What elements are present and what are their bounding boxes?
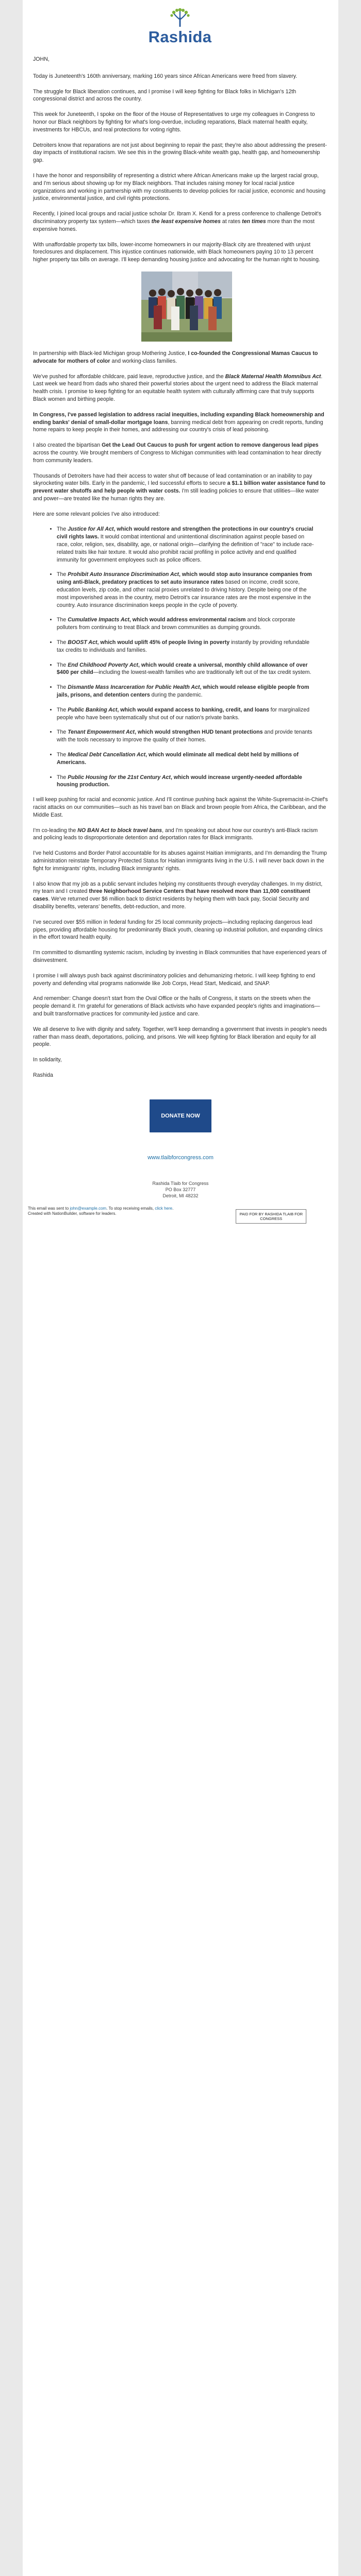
email-header (23, 0, 338, 50)
paragraph: I will keep pushing for racial and economic justice. And I'll continue pushing back against the White-Supremacist-in-Chief's racist attacks on our communities—such as his travel ban on Black and brown people from Africa, the Caribbean, and the Middle East. (33, 796, 328, 818)
list-item: • The BOOST Act, which would uplift 45% of people living in poverty instantly by providing refundable tax credits to individuals and families. (57, 639, 328, 654)
list-item: • The End Childhood Poverty Act, which would create a universal, monthly child allowance of over $400 per child—including the lowest-wealth families who are traditionally left out of the tax credit system. (57, 662, 328, 677)
paragraph: I have the honor and responsibility of representing a district where African Americans make up the largest racial group, and I'm serious about showing up for my Black neighbors. That includes raising money for local racial justice organizations and working in partnership with my constituents to develop policies for racial justice, economic and housing justice, environmental justice, and civil rights protections. (33, 172, 326, 202)
paid-for-box: PAID FOR BY RASHIDA TLAIB FOR CONGRESS (236, 1209, 306, 1224)
list-item: • The Prohibit Auto Insurance Discrimination Act, which would stop auto insurance companies from using anti-Black, predatory practices to set auto insurance rates based on income, credit score, education levels, zip code, and other racial proxies unrelated to driving history. Despite being one of the most impoverished areas in the country, metro Detroit's car insurance rates are the most expensive in the country. Auto insurance discrimination keeps people in the cycle of poverty. (57, 571, 328, 609)
list-item: • The Medical Debt Cancellation Act, which would eliminate all medical debt held by millions of Americans. (57, 751, 328, 767)
paragraph: With unaffordable property tax bills, lower-income homeowners in our majority-Black city are threatened with unjust foreclosures and displacement. This injustice continues nationwide, with Black homeowners paying 10 to 13 percent higher property tax bills on average. I'll keep demanding housing justice and advocating for the human right to housing. (33, 241, 320, 263)
footer-city: Detroit, MI 48232 (162, 1193, 199, 1198)
unsubscribe-link[interactable]: click here (155, 1206, 173, 1211)
email-content (23, 50, 338, 1199)
paragraph: I also know that my job as a public servant includes helping my constituents through everyday challenges. In my district, my team and I created three Neighborhood Service Centers that have resolved more than 11,000 constituent cases. We've returned over $6 million back to district residents by helping them with back pay, Social Security and disability benefits, veterans' benefits, debt-reduction, and more. (33, 880, 323, 910)
closing: In solidarity, (33, 1057, 62, 1063)
paragraph: And remember: Change doesn't start from the Oval Office or the halls of Congress, it starts on the streets when the people demand it. I'm grateful for generations of Black activists who have expanded people's rights and imaginations—and built transformative practices for community-led justice and care. (33, 995, 320, 1017)
paragraph: I also created the bipartisan Get the Lead Out Caucus to push for urgent action to remove dangerous lead pipes across the country. We brought members of Congress to Michigan communities with lead contamination to hear directly from community leaders. (33, 442, 321, 464)
list-item: • The Public Banking Act, which would expand access to banking, credit, and loans for marginalized people who have been systematically shut out of our nation's private banks. (57, 706, 328, 722)
paragraph: I've secured over $55 million in federal funding for 25 local community projects—including replacing dangerous lead pipes, providing affordable housing for predominantly Black youth, cleaning up industrial pollution, and expanding clinics in the effort toward health equity. (33, 919, 323, 941)
group-photo-illustration (141, 272, 232, 342)
list-item: • The Dismantle Mass Incarceration for Public Health Act, which would release eligible people from jails, prisons, and detention centers during the pandemic. (57, 684, 328, 699)
donate-button[interactable]: DONATE NOW (150, 1099, 211, 1132)
paragraph: Thousands of Detroiters have had their access to water shut off because of lead contamination or an inability to pay skyrocketing water bills. Early in the pandemic, I led successful efforts to secure a $1.1 billion water assistance fund to prevent water shutoffs and help people with water costs. I'm still leading policies to ensure that utilities—like water and power—are treated like the human rights they are. (33, 472, 325, 502)
website-link[interactable]: www.tlaibforcongress.com (147, 1154, 214, 1161)
list-item: • The Tenant Empowerment Act, which would strengthen HUD tenant protections and provide tenants with the tools necessary to improve the quality of their homes. (57, 728, 328, 744)
list-item: • The Justice for All Act, which would restore and strengthen the protections in our country's crucial civil rights laws. It would combat intentional and unintentional discrimination against people based on race, color, religion, sex, disability, age, or national origin—clarifying the definition of "race" to include race-related traits like hair texture. It would also prohibit racial profiling in police activity and end qualified immunity for government employees such as police officers. (57, 526, 328, 564)
paragraph: We all deserve to live with dignity and safety. Together, we'll keep demanding a government that invests in people's needs rather than mass death, deportations, policing, and prisons. We will keep fighting for Black liberation and equity for all people. (33, 1026, 327, 1048)
logo-wordmark: Rashida (148, 28, 212, 46)
unsubscribe-notice (23, 1199, 338, 1221)
greeting: JOHN, (33, 56, 50, 62)
group-photo (141, 272, 232, 342)
recipient-email-link[interactable]: john@example.com (70, 1206, 107, 1211)
paragraph: Recently, I joined local groups and racial justice scholar Dr. Ibram X. Kendi for a press conference to challenge Detroit's discriminatory property tax system—which taxes the least expensive homes at rates ten times more than the most expensive homes. (33, 211, 321, 232)
paragraph: We've pushed for affordable childcare, paid leave, reproductive justice, and the Black Maternal Health Momnibus Act. Last week we heard from dads who shared their powerful stories about the urgent need to address the Black maternal health crisis. I promise to keep fighting for an equitable health system with culturally affirming care that truly supports Black women and birthing people. (33, 373, 323, 402)
list-item: • The Public Housing for the 21st Century Act, which would increase urgently-needed affordable housing production. (57, 774, 328, 789)
paragraph: I've held Customs and Border Patrol accountable for its abuses against Haitian immigrants, and I'm demanding the Trump administration reinstate Temporary Protected Status for Haitian immigrants living in the U.S. I will never back down in the fight for immigrants' rights, including Black immigrants' rights. (33, 850, 327, 872)
list-item: • The Cumulative Impacts Act, which would address environmental racism and block corporate polluters from continuing to treat Black and brown communities as dumping grounds. (57, 616, 328, 632)
paragraph: In partnership with Black-led Michigan group Mothering Justice, I co-founded the Congressional Mamas Caucus to advocate for mothers of color and working-class families. (33, 350, 318, 364)
email-body (23, 0, 338, 2576)
paragraph: The struggle for Black liberation continues, and I promise I will keep fighting for Black folks in Michigan's 12th congressional district and across the country. (33, 88, 297, 103)
policy-list (33, 526, 328, 789)
tree-icon (170, 8, 190, 27)
paragraph: I'm co-leading the NO BAN Act to block travel bans, and I'm speaking out about how our country's anti-Black racism and policing leads to disproportionate detention and deportation rates for Black immigrants. (33, 827, 318, 841)
paragraph: I promise I will always push back against discriminatory policies and dehumanizing rhetoric. I will keep fighting to end poverty and defending vital programs nationwide like Job Corps, Head Start, Medicaid, and SNAP. (33, 972, 316, 987)
footer-org: Rashida Tlaib for Congress (152, 1180, 209, 1186)
footer-address (33, 1180, 328, 1199)
paragraph: Here are some relevant policies I've also introduced: (33, 511, 160, 517)
donate-section (33, 1087, 328, 1143)
footer-pobox: PO Box 32777 (165, 1187, 196, 1192)
paragraph: In Congress, I've passed legislation to address racial inequities, including expanding Black homeownership and ending banks' denial of small-dollar mortgage loans, banning medical debt from appearing on credit reports, funding home repairs to keep people in their homes, and addressing our country's crisis of lead poisoning. (33, 411, 324, 433)
unsubscribe-line: This email was sent to john@example.com. To stop receiving emails, click here. (28, 1206, 174, 1211)
paragraph: Today is Juneteenth's 160th anniversary, marking 160 years since African Americans were freed from slavery. (33, 73, 298, 79)
paragraph: I'm committed to dismantling systemic racism, including by investing in Black communities that have experienced years of disinvestment. (33, 950, 327, 963)
paragraph: Detroiters know that reparations are not just about beginning to repair the past; they're also about addressing the present-day impacts of institutional racism. We see this in the growing Black-white wealth gap, health gap, and homeownership gap. (33, 142, 327, 164)
created-with-note: Created with NationBuilder, software for leaders. (28, 1211, 117, 1216)
rashida-logo[interactable] (141, 7, 219, 44)
paragraph: This week for Juneteenth, I spoke on the floor of the House of Representatives to urge my colleagues in Congress to honor our Black neighbors by fighting for what's long-overdue, including reparations, Black maternal health equity, investments for HBCUs, and real protections for voting rights. (33, 111, 315, 133)
signature: Rashida (33, 1072, 53, 1078)
